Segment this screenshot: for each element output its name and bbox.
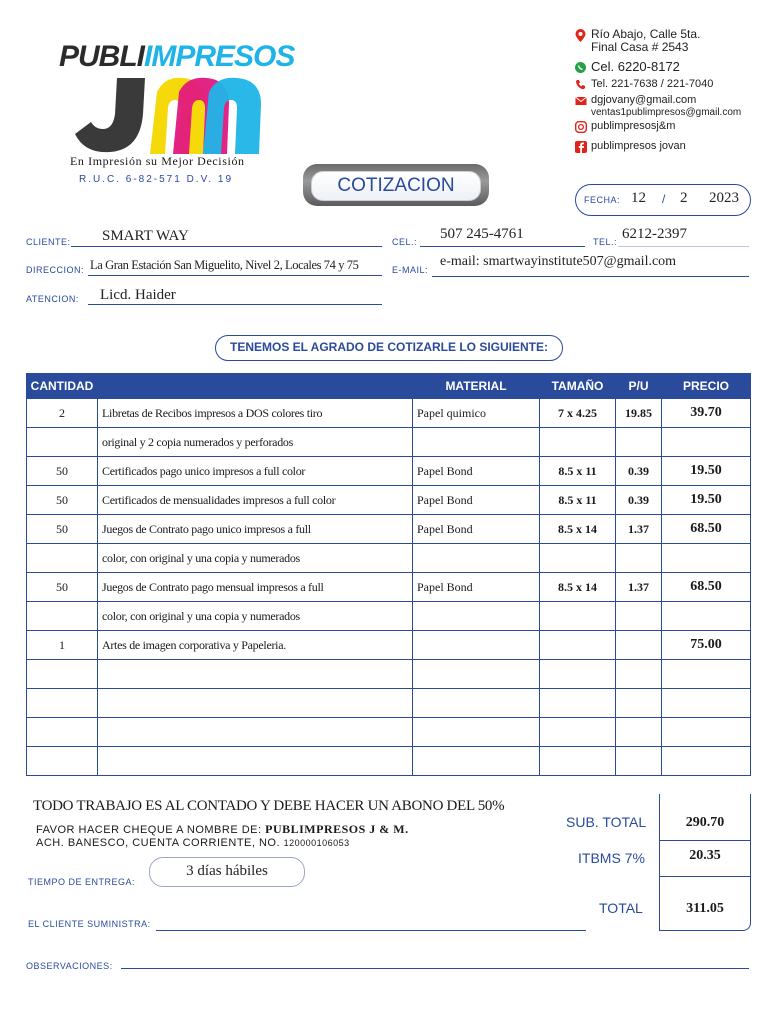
- cell-description: [98, 660, 413, 689]
- cell-cantidad: 50: [27, 457, 98, 486]
- header-cantidad: CANTIDAD: [27, 374, 98, 399]
- cell-material: Papel Bond: [413, 486, 540, 515]
- table-row: [27, 631, 751, 660]
- header-pu: P/U: [616, 374, 662, 399]
- instagram-handle: publimpresosj&m: [591, 120, 676, 132]
- cell-cantidad: [27, 689, 98, 718]
- tiempo-box: [149, 857, 305, 887]
- cell-material: [413, 689, 540, 718]
- cell-cantidad: 50: [27, 486, 98, 515]
- date-box: [575, 184, 751, 216]
- date-month: 2: [680, 190, 688, 206]
- location-pin-icon: [575, 29, 586, 40]
- cell-precio: [662, 602, 751, 631]
- cell-pu: [616, 544, 662, 573]
- email-row: [575, 94, 765, 120]
- subtotal-value: 290.70: [685, 815, 725, 830]
- tel-line: [618, 246, 749, 247]
- total-label: TOTAL: [599, 900, 643, 916]
- table-row: [27, 428, 751, 457]
- cell-tamano: 8.5 x 11: [540, 457, 616, 486]
- email-icon: [575, 96, 586, 107]
- cell-tamano: [540, 747, 616, 776]
- cel-number: Cel. 6220-8172: [591, 59, 680, 74]
- phone-icon: [575, 79, 586, 90]
- tel-value: 6212-2397: [622, 226, 687, 242]
- cell-pu: 0.39: [616, 457, 662, 486]
- cell-description: Libretas de Recibos impresos a DOS colores tiro: [98, 399, 413, 428]
- cell-pu: [616, 689, 662, 718]
- cell-material: Papel Bond: [413, 457, 540, 486]
- table-row: [27, 399, 751, 428]
- cell-description: [98, 718, 413, 747]
- cell-pu: [616, 631, 662, 660]
- cell-material: [413, 544, 540, 573]
- email-value: e-mail: smartwayinstitute507@gmail.com: [440, 254, 677, 269]
- cheque-line: [36, 822, 409, 837]
- cell-cantidad: 50: [27, 573, 98, 602]
- cell-tamano: 8.5 x 14: [540, 515, 616, 544]
- whatsapp-icon: [575, 62, 586, 73]
- cell-pu: [616, 602, 662, 631]
- table-header-row: [27, 374, 751, 399]
- email-2: ventas1publimpresos@gmail.com: [591, 107, 742, 118]
- cell-material: [413, 660, 540, 689]
- instagram-row: [575, 120, 765, 140]
- cell-cantidad: [27, 602, 98, 631]
- account-text: ACH. BANESCO, CUENTA CORRIENTE, NO.: [36, 837, 281, 849]
- cel-row: [575, 60, 765, 78]
- cell-precio: [662, 544, 751, 573]
- cell-cantidad: 50: [27, 515, 98, 544]
- tiempo-label: TIEMPO DE ENTREGA:: [28, 877, 136, 887]
- table-row: [27, 573, 751, 602]
- cell-material: [413, 631, 540, 660]
- document-title: COTIZACION: [311, 171, 481, 201]
- cell-precio: 68.50: [662, 573, 751, 602]
- cell-precio: [662, 689, 751, 718]
- cell-pu: [616, 428, 662, 457]
- cell-tamano: [540, 544, 616, 573]
- cell-description: [98, 747, 413, 776]
- cell-pu: [616, 718, 662, 747]
- cell-precio: 19.50: [662, 486, 751, 515]
- slogan: En Impresión su Mejor Decisión: [70, 154, 245, 168]
- cliente-value: SMART WAY: [102, 228, 189, 244]
- company-logo: [55, 40, 295, 160]
- cell-tamano: 7 x 4.25: [540, 399, 616, 428]
- cell-precio: [662, 660, 751, 689]
- atencion-line: [88, 304, 382, 305]
- cell-precio: [662, 747, 751, 776]
- direccion-label: DIRECCION:: [26, 265, 85, 275]
- jm-mark-graphic: [55, 74, 280, 160]
- cell-precio: 19.50: [662, 457, 751, 486]
- table-row: [27, 486, 751, 515]
- account-line: [36, 837, 350, 849]
- tel-label: TEL.:: [593, 237, 618, 247]
- cell-cantidad: [27, 718, 98, 747]
- cell-material: [413, 747, 540, 776]
- ruc-number: R.U.C. 6-82-571 D.V. 19: [79, 174, 234, 185]
- cell-tamano: [540, 631, 616, 660]
- tel-numbers: Tel. 221-7638 / 221-7040: [591, 78, 714, 90]
- date-label: FECHA:: [584, 195, 621, 205]
- cell-tamano: [540, 689, 616, 718]
- cell-material: Papel Bond: [413, 573, 540, 602]
- cell-pu: 0.39: [616, 486, 662, 515]
- direccion-line: [88, 275, 382, 276]
- items-table: [26, 373, 751, 776]
- cell-tamano: [540, 718, 616, 747]
- address-line2: Final Casa # 2543: [591, 40, 689, 54]
- cell-tamano: 8.5 x 14: [540, 573, 616, 602]
- suministra-line: [156, 930, 586, 931]
- facebook-row: [575, 140, 765, 158]
- cell-description: color, con original y una copia y numerados: [98, 544, 413, 573]
- cell-precio: 75.00: [662, 631, 751, 660]
- date-sep-1: /: [662, 192, 666, 206]
- cell-precio: 39.70: [662, 399, 751, 428]
- cell-cantidad: [27, 660, 98, 689]
- totals-box: [659, 794, 751, 931]
- header-tamano: TAMAÑO: [540, 374, 616, 399]
- cell-material: [413, 428, 540, 457]
- cell-material: [413, 602, 540, 631]
- cell-description: color, con original y una copia y numerados: [98, 602, 413, 631]
- cell-cantidad: [27, 428, 98, 457]
- facebook-icon: [575, 141, 586, 152]
- itbms-divider: [660, 876, 750, 877]
- cell-description: Certificados de mensualidades impresos a full color: [98, 486, 413, 515]
- header-precio: PRECIO: [662, 374, 751, 399]
- cell-material: [413, 718, 540, 747]
- contact-block: [575, 28, 765, 158]
- cell-description: Certificados pago unico impresos a full color: [98, 457, 413, 486]
- cell-material: Papel Bond: [413, 515, 540, 544]
- table-row: [27, 544, 751, 573]
- cliente-label: CLIENTE:: [26, 237, 71, 247]
- table-row: [27, 457, 751, 486]
- subtotal-divider: [660, 840, 750, 841]
- cell-cantidad: 1: [27, 631, 98, 660]
- header-material: MATERIAL: [413, 374, 540, 399]
- cell-tamano: [540, 660, 616, 689]
- email-line: [432, 276, 749, 277]
- address-row: [575, 28, 765, 56]
- cell-description: Juegos de Contrato pago unico impresos a full: [98, 515, 413, 544]
- payment-notice: TODO TRABAJO ES AL CONTADO Y DEBE HACER UN ABONO DEL 50%: [33, 798, 505, 814]
- cell-pu: 19.85: [616, 399, 662, 428]
- atencion-value: Licd. Haider: [100, 287, 176, 303]
- suministra-label: EL CLIENTE SUMINISTRA:: [28, 919, 151, 929]
- table-row: [27, 660, 751, 689]
- facebook-handle: publimpresos jovan: [591, 140, 686, 152]
- cel-label: CEL.:: [392, 237, 418, 247]
- subtotal-label: SUB. TOTAL: [566, 814, 647, 830]
- cel-line: [420, 246, 585, 247]
- cell-cantidad: [27, 544, 98, 573]
- cell-pu: [616, 660, 662, 689]
- table-row: [27, 515, 751, 544]
- date-year: 2023: [709, 190, 739, 206]
- observaciones-line: [121, 968, 749, 969]
- instagram-icon: [575, 121, 586, 132]
- table-row: [27, 747, 751, 776]
- cell-material: Papel quimico: [413, 399, 540, 428]
- cell-description: Artes de imagen corporativa y Papeleria.: [98, 631, 413, 660]
- date-day: 12: [631, 190, 646, 206]
- cell-tamano: [540, 428, 616, 457]
- logo-impresos: IMPRESOS: [144, 40, 295, 73]
- account-number: 120000106053: [283, 838, 350, 848]
- email-label: E-MAIL:: [392, 265, 429, 275]
- cell-description: original y 2 copia numerados y perforados: [98, 428, 413, 457]
- cotizacion-badge: [303, 164, 489, 206]
- cheque-name: PUBLIMPRESOS J & M.: [265, 822, 409, 836]
- header-description: [98, 374, 413, 399]
- intro-text: TENEMOS EL AGRADO DE COTIZARLE LO SIGUIENTE:: [229, 340, 548, 354]
- itbms-value: 20.35: [689, 848, 721, 863]
- cell-description: [98, 689, 413, 718]
- cell-cantidad: [27, 747, 98, 776]
- cliente-line: [71, 246, 382, 247]
- cell-precio: 68.50: [662, 515, 751, 544]
- observaciones-label: OBSERVACIONES:: [26, 961, 113, 971]
- cheque-prefix: FAVOR HACER CHEQUE A NOMBRE DE:: [36, 824, 262, 836]
- cell-precio: [662, 428, 751, 457]
- address-line1: Río Abajo, Calle 5ta.: [591, 27, 701, 41]
- cell-precio: [662, 718, 751, 747]
- itbms-label: ITBMS 7%: [578, 850, 645, 866]
- cell-pu: [616, 747, 662, 776]
- direccion-value: La Gran Estación San Miguelito, Nivel 2, Locales 74 y 75: [90, 258, 359, 272]
- cell-tamano: [540, 602, 616, 631]
- cell-tamano: 8.5 x 11: [540, 486, 616, 515]
- cell-pu: 1.37: [616, 573, 662, 602]
- intro-banner: [215, 335, 563, 361]
- total-value: 311.05: [686, 901, 724, 916]
- cell-description: Juegos de Contrato pago mensual impresos a full: [98, 573, 413, 602]
- cel-value: 507 245-4761: [440, 226, 524, 242]
- atencion-label: ATENCION:: [26, 294, 79, 304]
- table-row: [27, 602, 751, 631]
- table-row: [27, 718, 751, 747]
- tiempo-value: 3 días hábiles: [186, 863, 268, 879]
- logo-publi: PUBLI: [59, 40, 144, 73]
- email-1: dgjovany@gmail.com: [591, 94, 697, 106]
- cell-cantidad: 2: [27, 399, 98, 428]
- cell-pu: 1.37: [616, 515, 662, 544]
- tel-row: [575, 78, 765, 94]
- table-row: [27, 689, 751, 718]
